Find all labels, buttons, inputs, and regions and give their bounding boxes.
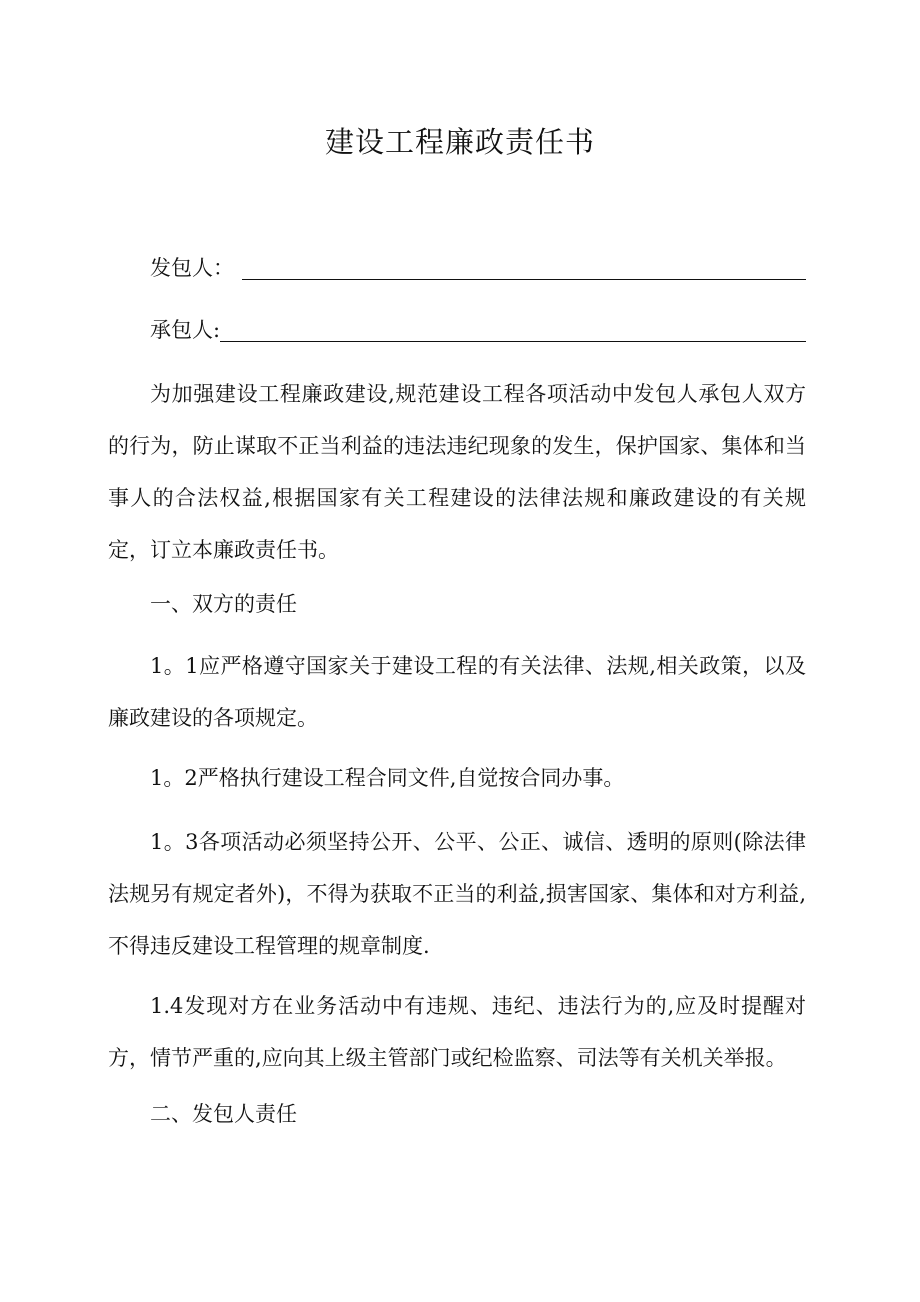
clause-1-4: 1.4发现对方在业务活动中有违规、违纪、违法行为的,应及时提醒对方，情节严重的,应向其上级主管部门或纪检监察、司法等有关机关举报。 <box>108 994 806 1070</box>
clause-1-3: 1。3各项活动必须坚持公开、公平、公正、诚信、透明的原则(除法律法规另有规定者外)，不得为获取不正当的利益,损害国家、集体和对方利益,不得违反建设工程管理的规章制度. <box>108 830 806 958</box>
section1-heading: 一、双方的责任 <box>150 592 297 616</box>
contractor-field <box>150 316 806 344</box>
clause-1-2: 1。2严格执行建设工程合同文件,自觉按合同办事。 <box>150 766 625 790</box>
section2-heading: 二、发包人责任 <box>150 1102 297 1126</box>
employer-field <box>150 254 806 282</box>
document-title: 建设工程廉政责任书 <box>324 125 595 159</box>
employer-label: 发包人： <box>150 256 234 280</box>
contractor-blank-line <box>220 317 806 342</box>
intro-paragraph: 为加强建设工程廉政建设,规范建设工程各项活动中发包人承包人双方的行为，防止谋取不正当利益的违法违纪现象的发生，保护国家、集体和当事人的合法权益,根据国家有关工程建设的法律法规和廉政建设的有关规定，订立本廉政责任书。 <box>108 382 806 562</box>
clause-1-1: 1。1应严格遵守国家关于建设工程的有关法律、法规,相关政策，以及廉政建设的各项规定。 <box>108 654 806 730</box>
contractor-label: 承包人: <box>150 318 221 342</box>
employer-blank-line <box>242 255 806 280</box>
